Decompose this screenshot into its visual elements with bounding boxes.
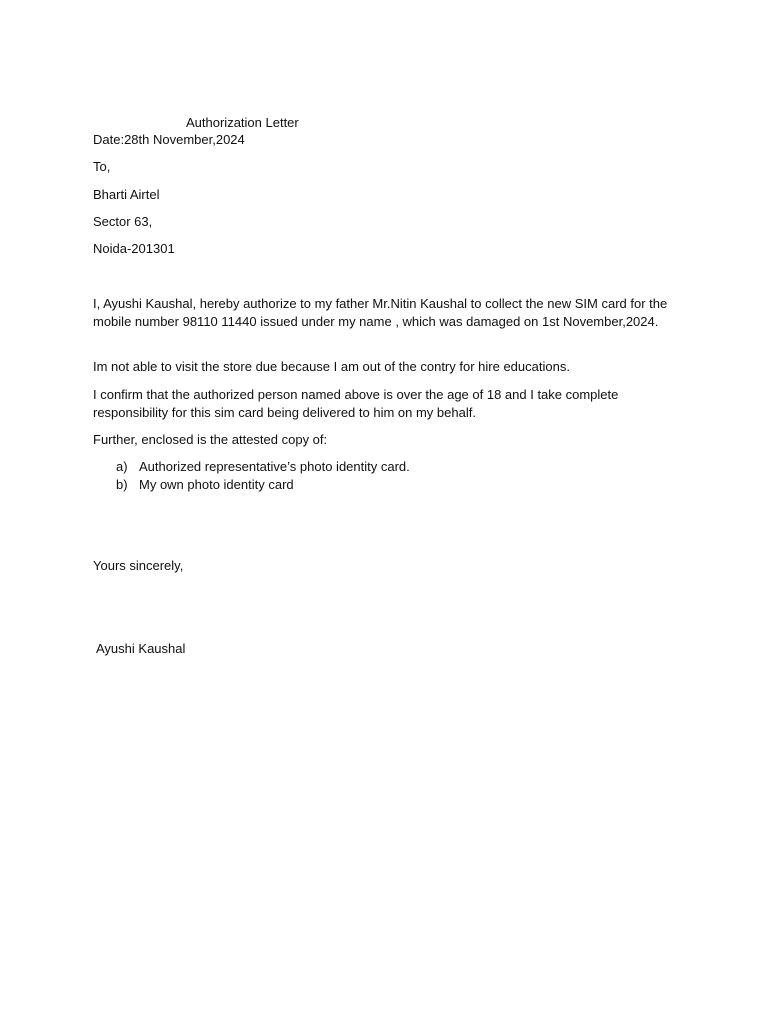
confirmation-paragraph: I confirm that the authorized person named above is over the age of 18 and I take complete responsibility for this sim card being delivered to him on my behalf. [93, 387, 619, 420]
reason-paragraph: Im not able to visit the store due because I am out of the contry for hire educations. [93, 359, 570, 374]
list-item-text: My own photo identity card [139, 476, 294, 492]
list-item [116, 476, 410, 494]
signature-name: Ayushi Kaushal [96, 641, 186, 656]
enclosure-intro: Further, enclosed is the attested copy of: [93, 432, 328, 447]
list-item [116, 458, 410, 476]
letter-date: Date:28th November,2024 [93, 132, 245, 147]
list-marker: a) [116, 459, 128, 474]
address-line-city: Noida-201301 [93, 241, 175, 256]
letter-title: Authorization Letter [186, 115, 299, 130]
enclosure-list [116, 458, 410, 493]
closing: Yours sincerely, [93, 558, 184, 573]
authorization-paragraph: I, Ayushi Kaushal, hereby authorize to my father Mr.Nitin Kaushal to collect the new SIM card for the mobile number 98110 11440 issued under my name , which was damaged on 1st November,2024. [93, 296, 668, 329]
address-line-sector: Sector 63, [93, 214, 153, 229]
address-line-company: Bharti Airtel [93, 187, 160, 202]
salutation: To, [93, 159, 111, 174]
list-item-text: Authorized representative’s photo identity card. [139, 459, 410, 474]
list-marker: b) [116, 476, 128, 492]
